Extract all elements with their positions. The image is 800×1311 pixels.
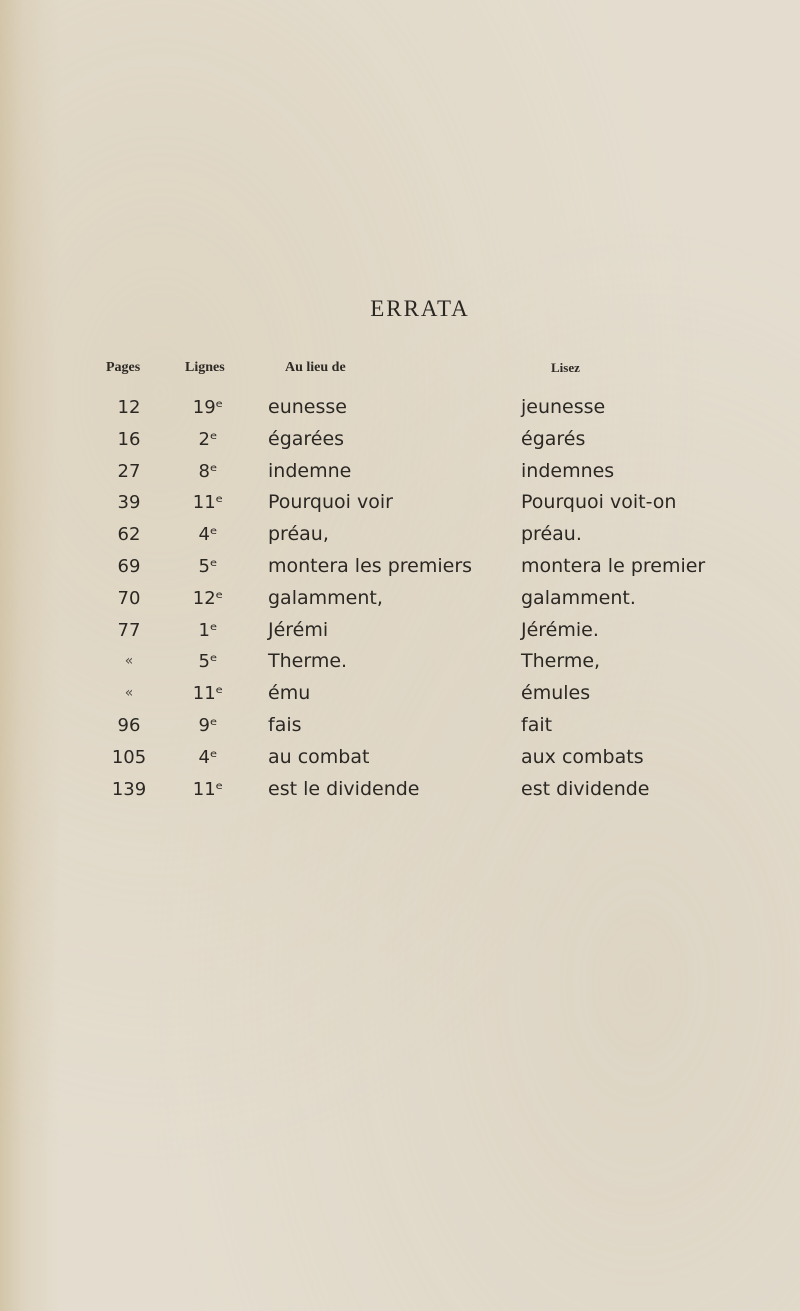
line-number: 19ᵉ	[192, 397, 224, 418]
erroneous-text: fais	[268, 713, 302, 736]
corrected-text: Jérémie.	[521, 618, 599, 641]
erroneous-text: montera les premiers	[268, 554, 473, 577]
page-number: 105	[111, 746, 147, 768]
corrected-text: montera le premier	[521, 554, 706, 577]
corrected-text: aux combats	[521, 745, 644, 768]
erroneous-text: Therme.	[268, 650, 348, 673]
page-number: 12	[117, 397, 141, 418]
table-row	[0, 774, 800, 806]
page-number: 16	[117, 428, 141, 450]
line-number: 9ᵉ	[198, 714, 218, 736]
erroneous-text: eunesse	[268, 396, 347, 418]
corrected-text: galamment.	[521, 586, 636, 609]
table-row	[0, 646, 800, 678]
table-row	[0, 583, 800, 615]
line-number: 2ᵉ	[198, 428, 218, 450]
erroneous-text: Pourquoi voir	[268, 491, 393, 514]
page-number: 70	[117, 587, 141, 609]
table-row	[0, 678, 800, 710]
table-row	[0, 519, 800, 551]
page-ditto-mark: «	[124, 685, 134, 702]
table-row	[0, 615, 800, 647]
page-number: 62	[117, 524, 141, 546]
erroneous-text: indemne	[268, 459, 352, 482]
line-number: 8ᵉ	[198, 460, 218, 482]
corrected-text: Therme,	[521, 650, 601, 673]
header-lignes: Lignes	[185, 360, 225, 375]
page-number: 96	[117, 714, 141, 736]
erroneous-text: galamment,	[268, 586, 383, 609]
erroneous-text: préau,	[268, 523, 329, 546]
line-number: 5ᵉ	[198, 555, 218, 577]
page-number: 69	[117, 555, 141, 577]
header-pages: Pages	[106, 360, 141, 375]
line-number: 11ᵉ	[192, 492, 224, 514]
line-number: 11ᵉ	[192, 683, 224, 705]
table-row	[0, 710, 800, 742]
corrected-text: préau.	[521, 523, 582, 546]
line-number: 11ᵉ	[192, 778, 224, 800]
errata-table	[0, 392, 800, 805]
corrected-text: fait	[521, 713, 553, 736]
line-number: 4ᵉ	[198, 524, 218, 546]
corrected-text: est dividende	[521, 777, 650, 800]
line-number: 12ᵉ	[192, 587, 224, 609]
erroneous-text: est le dividende	[268, 777, 420, 800]
corrected-text: émules	[521, 682, 591, 705]
erroneous-text: Jérémi	[268, 618, 329, 641]
table-row	[0, 392, 800, 424]
table-row	[0, 551, 800, 583]
page-number: 27	[117, 460, 141, 482]
page-title: ERRATA	[370, 296, 470, 321]
table-row	[0, 456, 800, 488]
page-number: 139	[111, 778, 147, 800]
corrected-text: jeunesse	[521, 396, 606, 418]
table-row	[0, 742, 800, 774]
table-row	[0, 487, 800, 519]
header-au-lieu-de: Au lieu de	[285, 360, 346, 375]
erroneous-text: ému	[268, 682, 311, 705]
corrected-text: Pourquoi voit-on	[521, 491, 677, 514]
page-ditto-mark: «	[124, 653, 134, 670]
line-number: 5ᵉ	[198, 651, 218, 673]
page-number: 39	[117, 492, 141, 514]
table-row	[0, 424, 800, 456]
corrected-text: indemnes	[521, 459, 615, 482]
line-number: 4ᵉ	[198, 746, 218, 768]
line-number: 1ᵉ	[198, 619, 218, 641]
erroneous-text: au combat	[268, 745, 370, 768]
page-number: 77	[117, 619, 141, 641]
corrected-text: égarés	[521, 427, 586, 450]
header-lisez: Lisez	[551, 360, 580, 375]
erroneous-text: égarées	[268, 427, 345, 450]
